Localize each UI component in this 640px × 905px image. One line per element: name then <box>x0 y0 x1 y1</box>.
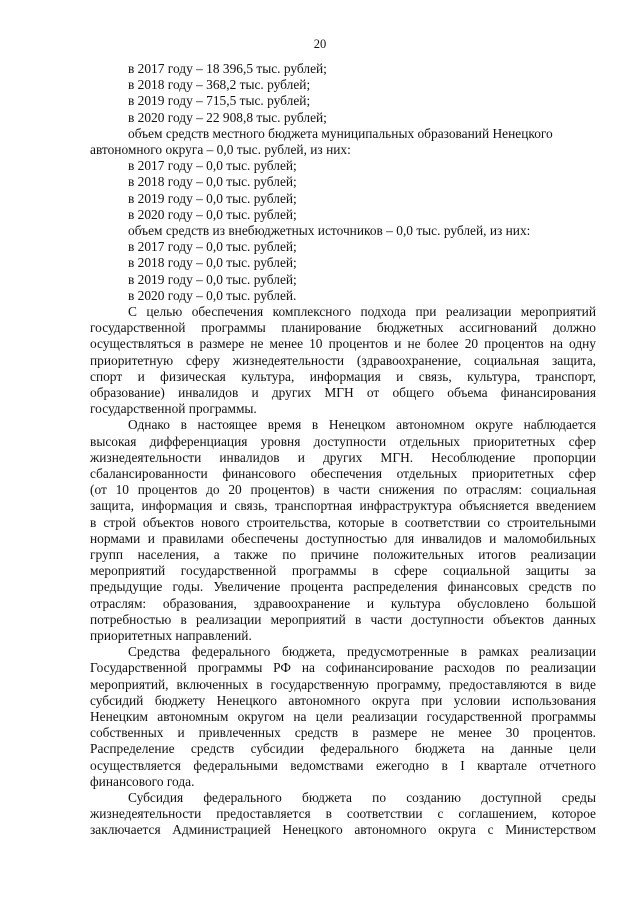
text-line: групп населения, а также по причине положительных итогов реализации <box>90 547 596 562</box>
text-line: С целью обеспечения комплексного подхода при реализации мероприятий <box>128 304 596 319</box>
text-line: осуществляется федеральными ведомствами ежегодно в I квартале отчетного <box>90 757 596 773</box>
text-line: в 2017 году – 0,0 тыс. рублей; <box>128 158 297 174</box>
text-line: защита, информация и связь, транспортная инфраструктура объясняется введением <box>90 498 596 514</box>
text-line: объем средств из внебюджетных источников – 0,0 тыс. рублей, из них: <box>128 223 531 238</box>
text-line: в 2019 году – 0,0 тыс. рублей; <box>128 190 297 206</box>
text-line: государственной программы. <box>90 401 257 417</box>
text-line: отраслям: образования, здравоохранение и культура обусловлено большой <box>90 595 596 611</box>
text-line: Ненецким автономным округом на цели реализации государственной программы <box>90 709 596 724</box>
text-line: в 2020 году – 22 908,8 тыс. рублей; <box>128 109 327 125</box>
text-line: в 2019 году – 0,0 тыс. рублей; <box>128 271 297 287</box>
text-line: осуществляться в размере не менее 10 процентов и не более 20 процентов на одну <box>90 336 596 352</box>
text-line: в 2017 году – 0,0 тыс. рублей; <box>128 239 297 255</box>
text-line: в 2018 году – 0,0 тыс. рублей; <box>128 255 297 271</box>
text-line: в 2018 году – 368,2 тыс. рублей; <box>128 77 311 93</box>
text-line: автономного округа – 0,0 тыс. рублей, из них: <box>90 142 351 157</box>
text-line: финансового года. <box>90 773 195 789</box>
text-line: Распределение средств субсидии федерального бюджета на данные цели <box>90 741 596 757</box>
text-line: заключается Администрацией Ненецкого автономного округа с Министерством <box>90 822 596 838</box>
text-line: приоритетную сферу жизнедеятельности (здравоохранение, социальная защита, <box>90 352 596 368</box>
text-line: потребностью в реализации мероприятий в части доступности объектов данных <box>90 611 596 627</box>
text-line: (от 10 процентов до 20 процентов) в части снижения по отраслям: социальная <box>90 482 596 498</box>
text-line: сбалансированности финансового обеспечения отдельных приоритетных сфер <box>90 466 596 481</box>
text-line: жизнедеятельности предоставляется в соответствии с соглашением, которое <box>90 806 596 822</box>
text-line: субсидий бюджету Ненецкого автономного округа при условии использования <box>90 692 596 708</box>
text-line: предыдущие годы. Увеличение процента распределения финансовых средств по <box>90 579 596 595</box>
text-line: мероприятий государственной программы в сфере социальной защиты за <box>90 563 596 579</box>
text-line: Однако в настоящее время в Ненецком автономном округе наблюдается <box>128 417 596 433</box>
text-line: в 2019 году – 715,5 тыс. рублей; <box>128 93 311 109</box>
text-line: Средства федерального бюджета, предусмотренные в рамках реализации <box>128 644 596 660</box>
text-line: мероприятий, включенных в государственную программу, предоставляются в виде <box>90 676 596 692</box>
text-line: спорт и физическая культура, информация и связь, культура, транспорт, <box>90 368 596 384</box>
text-line: в строй объектов нового строительства, которые в соответствии со строительными <box>90 514 596 530</box>
text-line: в 2017 году – 18 396,5 тыс. рублей; <box>128 61 327 76</box>
text-line: государственной программы планирование бюджетных ассигнований должно <box>90 320 596 336</box>
text-line: жизнедеятельности инвалидов и других МГН. Несоблюдение пропорции <box>90 449 596 465</box>
text-line: в 2018 году – 0,0 тыс. рублей; <box>128 174 297 190</box>
text-line: нормами и правилами обеспечены доступностью для инвалидов и маломобильных <box>90 530 596 546</box>
text-line: Субсидия федерального бюджета по созданию доступной среды <box>128 790 596 805</box>
text-line: образование) инвалидов и других МГН от общего объема финансирования <box>90 385 596 400</box>
text-line: в 2020 году – 0,0 тыс. рублей. <box>128 287 297 303</box>
text-line: приоритетных направлений. <box>90 628 252 643</box>
text-line: высокая дифференциация уровня доступности отдельных приоритетных сфер <box>90 433 596 449</box>
text-line: собственных и привлеченных средств в размере не менее 30 процентов. <box>90 725 596 741</box>
text-line: в 2020 году – 0,0 тыс. рублей; <box>128 206 297 222</box>
text-line: Государственной программы РФ на софинансирование расходов по реализации <box>90 660 596 676</box>
page-number: 20 <box>313 37 327 51</box>
text-line: объем средств местного бюджета муниципальных образований Ненецкого <box>128 125 553 141</box>
